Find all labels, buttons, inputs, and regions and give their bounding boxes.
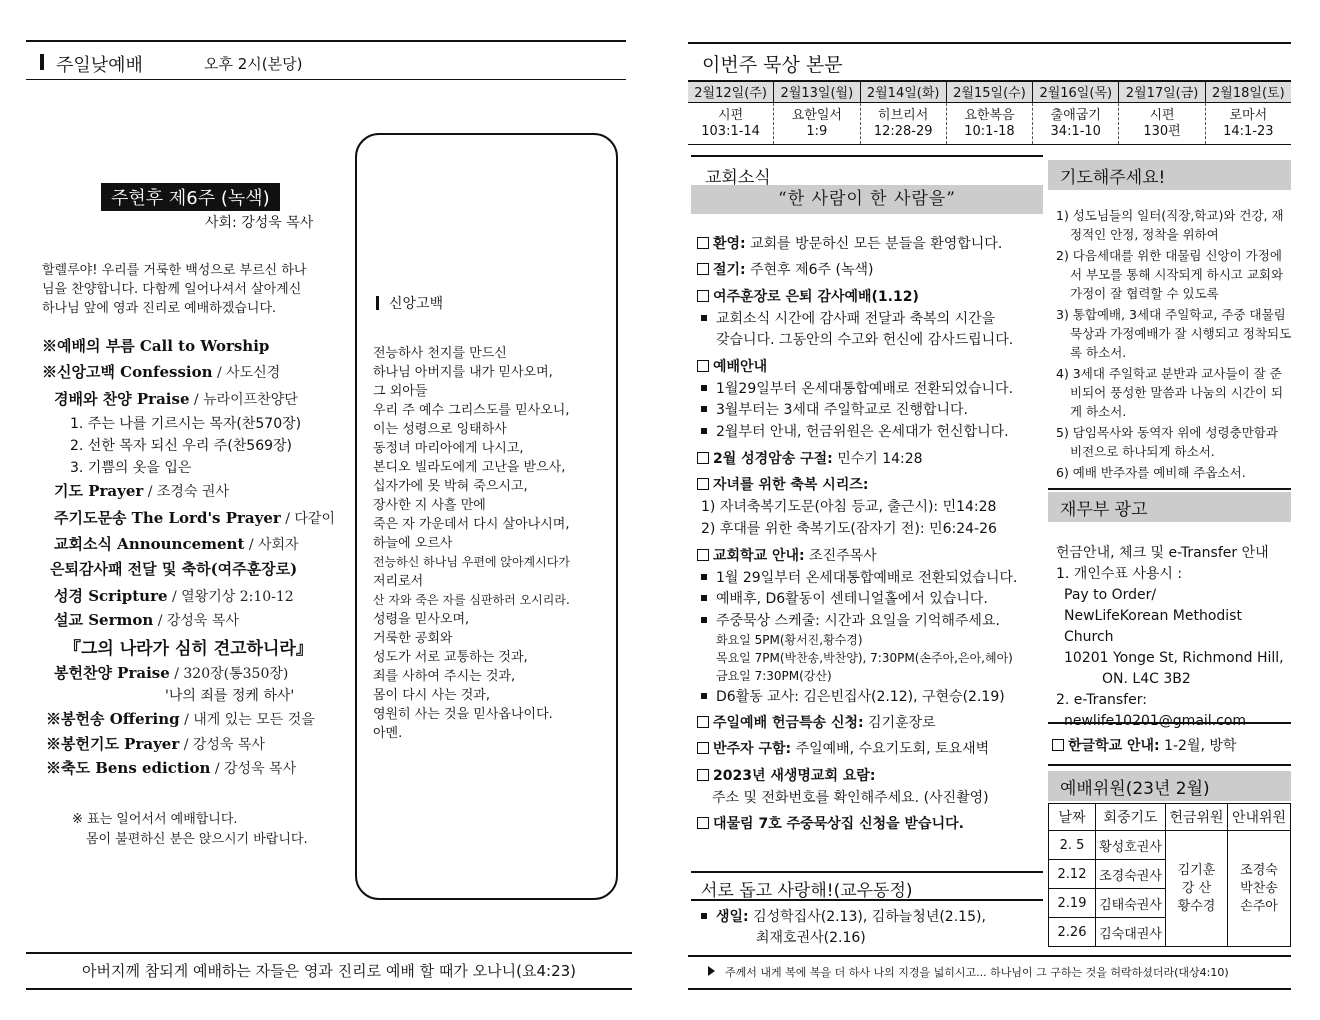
creed-line: 하나님 아버지를 내가 믿사오며, — [373, 365, 553, 380]
hymn-item: 3. 기쁨의 옷을 입은 — [70, 460, 192, 476]
news-item-title: 주일예배 헌금특송 신청: — [713, 715, 864, 731]
meditation-title: 이번주 묵상 본문 — [702, 54, 843, 76]
creed-line: 하늘에 오르사 — [373, 536, 453, 551]
schedule-date: 2월13일(월) — [774, 82, 860, 102]
news-item-title: 반주자 구함: — [713, 741, 792, 757]
passage-book: 시편 — [1149, 107, 1175, 123]
news-item-title: 교회학교 안내: — [713, 548, 805, 564]
finance-line: ON. L4C 3B2 — [1102, 671, 1191, 687]
rule — [1048, 488, 1291, 490]
prayer-item: 1) 성도님들의 일터(직장,학교)와 건강, 재정적인 안정, 정착을 위하여 — [1056, 208, 1284, 242]
order-label: 경배와 찬양 Praise — [54, 390, 190, 408]
news-item-text: 주중묵상 스케줄: 시간과 요일을 기억해주세요. — [716, 613, 1000, 629]
creed-title-text: 신앙고백 — [389, 296, 444, 312]
news-item-text: 조진주목사 — [804, 548, 877, 564]
creed-line: 아멘. — [373, 726, 403, 741]
order-item — [54, 507, 335, 528]
bullet-icon — [701, 913, 707, 919]
bullet-icon — [701, 428, 707, 434]
hymn-title: '나의 죄를 정케 하사' — [165, 688, 295, 704]
bullet-icon — [701, 315, 707, 321]
passage-ref: 14:1-23 — [1223, 123, 1274, 139]
news-sub-line: 목요일 7PM(박찬송,박찬양), 7:30PM(손주아,은아,혜아) — [716, 651, 1013, 665]
order-sub: / 조경숙 권사 — [143, 484, 229, 500]
creed-line: 죄를 사하여 주시는 것과, — [373, 669, 516, 684]
news-bullet-cont: 갖습니다. 그동안의 수고와 헌신에 감사드립니다. — [716, 332, 1014, 348]
creed-line: 영원히 사는 것을 믿사옵나이다. — [373, 707, 553, 722]
pray-title: 기도해주세요! — [1048, 160, 1291, 190]
order-sub: / 열왕기상 2:10-12 — [167, 589, 294, 605]
birthday-line-2: 최재호권사(2.16) — [756, 930, 866, 946]
news-bullet — [701, 686, 1005, 706]
duty-header: 헌금위원 — [1166, 804, 1228, 831]
prayer-list — [1056, 206, 1292, 484]
passage-ref: 34:1-10 — [1050, 123, 1101, 139]
duty-date: 2.26 — [1049, 918, 1096, 947]
duty-header: 안내위원 — [1228, 804, 1291, 831]
service-title: 주일낮예배 — [56, 55, 143, 76]
news-item-text: 주일예배, 수요기도회, 토요새벽 — [791, 741, 990, 757]
passage-book: 히브리서 — [878, 107, 929, 123]
checkbox-icon — [1052, 739, 1064, 751]
news-welcome — [697, 233, 1002, 253]
creed-line: 몸이 다시 사는 것과, — [373, 688, 490, 703]
duty-date: 2.12 — [1049, 860, 1096, 889]
order-label: 교회소식 Announcement — [54, 535, 245, 553]
passage-book: 시편 — [718, 107, 744, 123]
prayer-item: 2) 다음세대를 위한 대물림 신앙이 가정에서 부모를 통해 시작되게 하시고 교회와 가정이 잘 협력할 수 있도록 — [1056, 248, 1284, 301]
prayer-item: 6) 예배 반주자를 예비해 주옵소서. — [1056, 465, 1246, 480]
creed-line: 장사한 지 사흘 만에 — [373, 498, 486, 513]
passage-ref: 10:1-18 — [964, 123, 1015, 139]
creed-line: 본디오 빌라도에게 고난을 받으사, — [373, 460, 566, 475]
birthday-line — [701, 906, 986, 926]
top-rule — [688, 42, 1291, 44]
order-label: 『그의 나라가 심히 견고하니라』 — [64, 639, 313, 659]
news-bullet — [701, 378, 1013, 398]
triangle-icon — [708, 966, 715, 976]
news-item-title: 예배안내 — [713, 359, 768, 375]
news-bullet — [701, 588, 988, 608]
creed-line: 거룩한 공회와 — [373, 631, 453, 646]
news-item-title: 대물림 7호 주중묵상집 신청을 받습니다. — [713, 816, 964, 832]
checkbox-icon — [697, 549, 709, 561]
passage-book: 요한복음 — [964, 107, 1015, 123]
news-item-text: 교회소식 시간에 감사패 전달과 축복의 시간을 — [716, 311, 996, 327]
news-item-text: D6활동 교사: 김은빈집사(2.12), 구현승(2.19) — [716, 689, 1005, 705]
creed-line: 전능하신 하나님 우편에 앉아계시다가 — [373, 555, 570, 569]
order-item — [54, 480, 229, 501]
finance-line: newlife10201@gmail.com — [1064, 713, 1247, 729]
finance-line: 10201 Yonge St, Richmond Hill, — [1064, 650, 1284, 666]
news-bless — [697, 474, 868, 494]
order-sub: / 320장(통350장) — [169, 666, 289, 682]
order-sub: / 사회자 — [244, 537, 299, 553]
order-label: ※봉헌기도 Prayer — [46, 735, 180, 753]
service-header — [26, 40, 626, 80]
checkbox-icon — [697, 817, 709, 829]
season-badge: 주현후 제6주 (녹색) — [101, 183, 280, 211]
news-bullet — [701, 567, 1017, 587]
sermon-title — [64, 634, 313, 659]
duty-prayer: 조경숙권사 — [1096, 860, 1166, 889]
news-worship — [697, 356, 767, 376]
news-title: 교회소식 — [691, 155, 1043, 185]
schedule-date: 2월18일(토) — [1205, 82, 1291, 102]
finance-line: 헌금안내, 체크 및 e-Transfer 안내 — [1056, 545, 1269, 561]
church-news — [691, 155, 1043, 214]
order-sub: / 강성욱 목사 — [210, 761, 297, 777]
passage-book: 출애굽기 — [1050, 107, 1101, 123]
order-label: ※신앙고백 Confession — [42, 363, 213, 381]
creed-line: 성령을 믿사오며, — [373, 612, 470, 627]
duty-header: 날짜 — [1049, 804, 1096, 831]
bullet-icon — [701, 693, 707, 699]
creed-bar — [376, 296, 379, 310]
order-item — [46, 708, 315, 729]
news-bless-1: 1) 자녀축복기도문(아침 등교, 출근시): 민14:28 — [701, 499, 997, 515]
checkbox-icon — [697, 237, 709, 249]
news-item-text: 교회를 방문하신 모든 분들을 환영합니다. — [745, 236, 1003, 252]
usher-name: 조경숙 — [1240, 862, 1278, 878]
birthday-text: 김성학집사(2.13), 김하늘청년(2.15), — [748, 909, 986, 925]
creed-title — [376, 293, 443, 313]
checkbox-icon — [697, 263, 709, 275]
checkbox-icon — [697, 452, 709, 464]
schedule-date-row — [688, 82, 1291, 102]
offering-name: 황수경 — [1177, 898, 1216, 914]
order-label: 주기도문송 The Lord's Prayer — [54, 509, 281, 527]
creed-line: 동정녀 마리아에게 나시고, — [373, 441, 524, 456]
checkbox-icon — [697, 769, 709, 781]
prayer-item: 3) 통합예배, 3세대 주일학교, 주중 대물림 묵상과 가정예배가 잘 시행되고 정착되도록 하소서. — [1056, 307, 1292, 360]
order-item — [54, 533, 299, 554]
news-sub-line: 화요일 5PM(황서진,황수경) — [716, 633, 863, 647]
prayer-item: 5) 담임목사와 동역자 위에 성령충만함과 비전으로 하나되게 하소서. — [1056, 425, 1278, 459]
news-item-text: 1월 29일부터 온세대통합예배로 전환되었습니다. — [716, 570, 1018, 586]
order-label: ※축도 Bens ediction — [46, 759, 211, 777]
news-item-text: 주현후 제6주 (녹색) — [745, 262, 874, 278]
creed-line: 십자가에 못 박혀 죽으시고, — [373, 479, 528, 494]
schedule-passage — [688, 102, 774, 144]
hymn-item: 1. 주는 나를 기르시는 목자(찬570장) — [70, 416, 302, 432]
intro-text — [42, 261, 334, 318]
schedule-date: 2월12일(주) — [688, 82, 774, 102]
news-item-text: 김기훈장로 — [863, 715, 936, 731]
news-school — [697, 545, 877, 565]
news-bullet — [701, 399, 968, 419]
standing-note — [72, 810, 308, 850]
checkbox-icon — [697, 360, 709, 372]
mutual-title: 서로 돕고 사랑해!(교우동정) — [691, 871, 1043, 901]
bullet-icon — [701, 595, 707, 601]
order-item — [42, 361, 280, 382]
creed-line: 저리로서 — [373, 574, 424, 589]
passage-ref: 130편 — [1143, 123, 1181, 139]
duty-usher — [1228, 831, 1291, 947]
news-bullet — [701, 308, 995, 328]
footer-text: 주께서 내게 복에 복을 더 하사 나의 지경을 넓히시고... 하나님이 그 구하는 것을 허락하셨더라(대상4:10) — [725, 966, 1229, 979]
korean-school-title: 한글학교 안내: — [1068, 738, 1160, 754]
news-accompanist — [697, 738, 989, 758]
left-footer-verse: 아버지께 참되게 예배하는 자들은 영과 진리로 예배 할 때가 오나니(요4:23) — [26, 952, 632, 990]
intro-line: 할렐루야! 우리를 거룩한 백성으로 부르신 하나 — [42, 263, 307, 278]
duty-title: 예배위원(23년 2월) — [1048, 771, 1291, 801]
passage-ref: 103:1-14 — [701, 123, 760, 139]
bullet-icon — [701, 617, 707, 623]
checkbox-icon — [697, 478, 709, 490]
news-directory-text: 주소 및 전화번호를 확인해주세요. (사진촬영) — [712, 790, 989, 806]
order-sub: / 사도신경 — [212, 365, 281, 381]
creed-line: 성도가 서로 교통하는 것과, — [373, 650, 528, 665]
duty-table — [1048, 803, 1291, 947]
note-line: 몸이 불편하신 분은 앉으시기 바랍니다. — [86, 832, 308, 847]
creed-line: 전능하사 천지를 만드신 — [373, 346, 507, 361]
schedule-passage — [1033, 102, 1119, 144]
order-sub: / 강성욱 목사 — [179, 737, 265, 753]
checkbox-icon — [697, 290, 709, 302]
order-label: 봉헌찬양 Praise — [54, 664, 170, 682]
duty-prayer: 김숙대권사 — [1096, 918, 1166, 947]
duty-header-row — [1049, 804, 1291, 831]
order-item — [42, 335, 269, 356]
schedule-passage — [860, 102, 946, 144]
schedule-table — [688, 82, 1291, 144]
news-bullet — [701, 421, 1009, 441]
offering-name: 김기훈 — [1177, 862, 1216, 878]
bullet-icon — [701, 574, 707, 580]
bullet-icon — [701, 385, 707, 391]
news-item-text: 1월29일부터 온세대통합예배로 전환되었습니다. — [716, 381, 1014, 397]
note-line: ※ 표는 일어서서 예배합니다. — [72, 812, 238, 827]
order-label: ※예배의 부름 Call to Worship — [42, 337, 270, 355]
duty-row — [1049, 831, 1291, 860]
finance-line: 1. 개인수표 사용시 : — [1056, 566, 1183, 582]
news-season — [697, 259, 874, 279]
news-sub-line: 금요일 7:30PM(강산) — [716, 669, 832, 683]
korean-school-value: 1-2월, 방학 — [1159, 738, 1237, 754]
news-book — [697, 813, 964, 833]
order-item — [54, 609, 239, 630]
meditation-schedule — [688, 80, 1291, 145]
order-sub: / 내게 있는 모든 것을 — [179, 712, 315, 728]
header-bar — [40, 54, 44, 70]
hymn-item: 2. 선한 목자 되신 우리 주(찬569장) — [70, 438, 293, 454]
passage-book: 요한일서 — [791, 107, 842, 123]
usher-name: 손주아 — [1240, 898, 1278, 914]
news-item-title: 자녀를 위한 축복 시리즈: — [713, 477, 869, 493]
creed-line: 그 외아들 — [373, 384, 428, 399]
order-item — [46, 757, 296, 778]
news-bullet — [701, 610, 1000, 630]
prayer-item: 4) 3세대 주일학교 분반과 교사들이 잘 준비되어 풍성한 말씀과 나눔의 시간이 되게 하소서. — [1056, 366, 1284, 419]
schedule-date: 2월17일(금) — [1119, 82, 1205, 102]
host-label: 사회: 강성욱 목사 — [205, 215, 314, 231]
right-footer-verse — [688, 955, 1291, 990]
news-item-text: 예배후, D6활동이 센테니얼홀에서 있습니다. — [716, 591, 988, 607]
order-label: 은퇴감사패 전달 및 축하(여주훈장로) — [50, 560, 298, 578]
order-label: 설교 Sermon — [54, 611, 154, 629]
news-retire — [697, 286, 919, 306]
creed-line: 이는 성령으로 잉태하사 — [373, 422, 507, 437]
passage-ref: 1:9 — [806, 123, 828, 139]
finance-info — [1056, 543, 1292, 732]
service-time: 오후 2시(본당) — [204, 55, 303, 73]
news-special — [697, 712, 936, 732]
finance-line: NewLifeKorean Methodist Church — [1064, 608, 1242, 645]
passage-book: 로마서 — [1229, 107, 1268, 123]
usher-name: 박찬송 — [1240, 880, 1278, 896]
order-label: 기도 Prayer — [54, 482, 144, 500]
news-item-text: 2월부터 안내, 헌금위원은 온세대가 헌신합니다. — [716, 424, 1009, 440]
schedule-passage — [946, 102, 1032, 144]
news-item-text: 3월부터는 3세대 주일학교로 진행합니다. — [716, 402, 968, 418]
bullet-icon — [701, 406, 707, 412]
offering-name: 강 산 — [1181, 880, 1212, 896]
duty-date: 2. 5 — [1049, 831, 1096, 860]
creed-text — [373, 344, 613, 743]
news-bless-2: 2) 후대를 위한 축복기도(잠자기 전): 민6:24-26 — [701, 521, 997, 537]
schedule-passage — [774, 102, 860, 144]
creed-line: 산 자와 죽은 자를 심판하러 오시리라. — [373, 593, 570, 607]
schedule-passage — [1205, 102, 1291, 144]
news-item-title: 여주훈장로 은퇴 감사예배(1.12) — [713, 289, 919, 305]
creed-line: 우리 주 예수 그리스도를 믿사오니, — [373, 403, 570, 418]
news-item-title: 환영: — [713, 236, 746, 252]
schedule-date: 2월14일(화) — [860, 82, 946, 102]
schedule-date: 2월15일(수) — [946, 82, 1032, 102]
order-label: ※봉헌송 Offering — [46, 710, 180, 728]
order-item — [54, 388, 298, 409]
order-sub: / 강성욱 목사 — [153, 613, 239, 629]
duty-prayer: 김태숙권사 — [1096, 889, 1166, 918]
order-sub: / 다같이 — [280, 511, 335, 527]
schedule-passage-row — [688, 102, 1291, 144]
korean-school — [1048, 722, 1291, 766]
order-label: 성경 Scripture — [54, 587, 168, 605]
checkbox-icon — [697, 716, 709, 728]
creed-line: 죽은 자 가운데서 다시 살아나시며, — [373, 517, 570, 532]
schedule-passage — [1119, 102, 1205, 144]
duty-prayer: 황성호권사 — [1096, 831, 1166, 860]
intro-line: 님을 찬양합니다. 다함께 일어나셔서 살아계신 — [42, 282, 302, 297]
news-directory — [697, 765, 876, 785]
birthday-title: 생일: — [716, 909, 749, 925]
passage-ref: 12:28-29 — [873, 123, 933, 139]
order-item — [46, 733, 265, 754]
news-item-title: 2023년 새생명교회 요람: — [713, 768, 876, 784]
news-item-title: 절기: — [713, 262, 746, 278]
finance-title: 재무부 광고 — [1048, 492, 1291, 522]
news-memo — [697, 448, 923, 468]
checkbox-icon — [697, 742, 709, 754]
schedule-date: 2월16일(목) — [1033, 82, 1119, 102]
duty-date: 2.19 — [1049, 889, 1096, 918]
intro-line: 하나님 앞에 영과 진리로 예배하겠습니다. — [42, 301, 277, 316]
duty-header: 회중기도 — [1096, 804, 1166, 831]
finance-line: 2. e-Transfer: — [1056, 692, 1147, 708]
order-item — [54, 585, 294, 606]
order-item — [50, 558, 297, 579]
news-banner: “한 사람이 한 사람을” — [691, 185, 1043, 214]
order-item — [54, 662, 288, 683]
order-sub: / 뉴라이프찬양단 — [189, 392, 298, 408]
news-item-text: 민수기 14:28 — [832, 451, 923, 467]
duty-offering — [1166, 831, 1228, 947]
news-item-title: 2월 성경암송 구절: — [713, 451, 833, 467]
finance-line: Pay to Order/ — [1064, 587, 1157, 603]
